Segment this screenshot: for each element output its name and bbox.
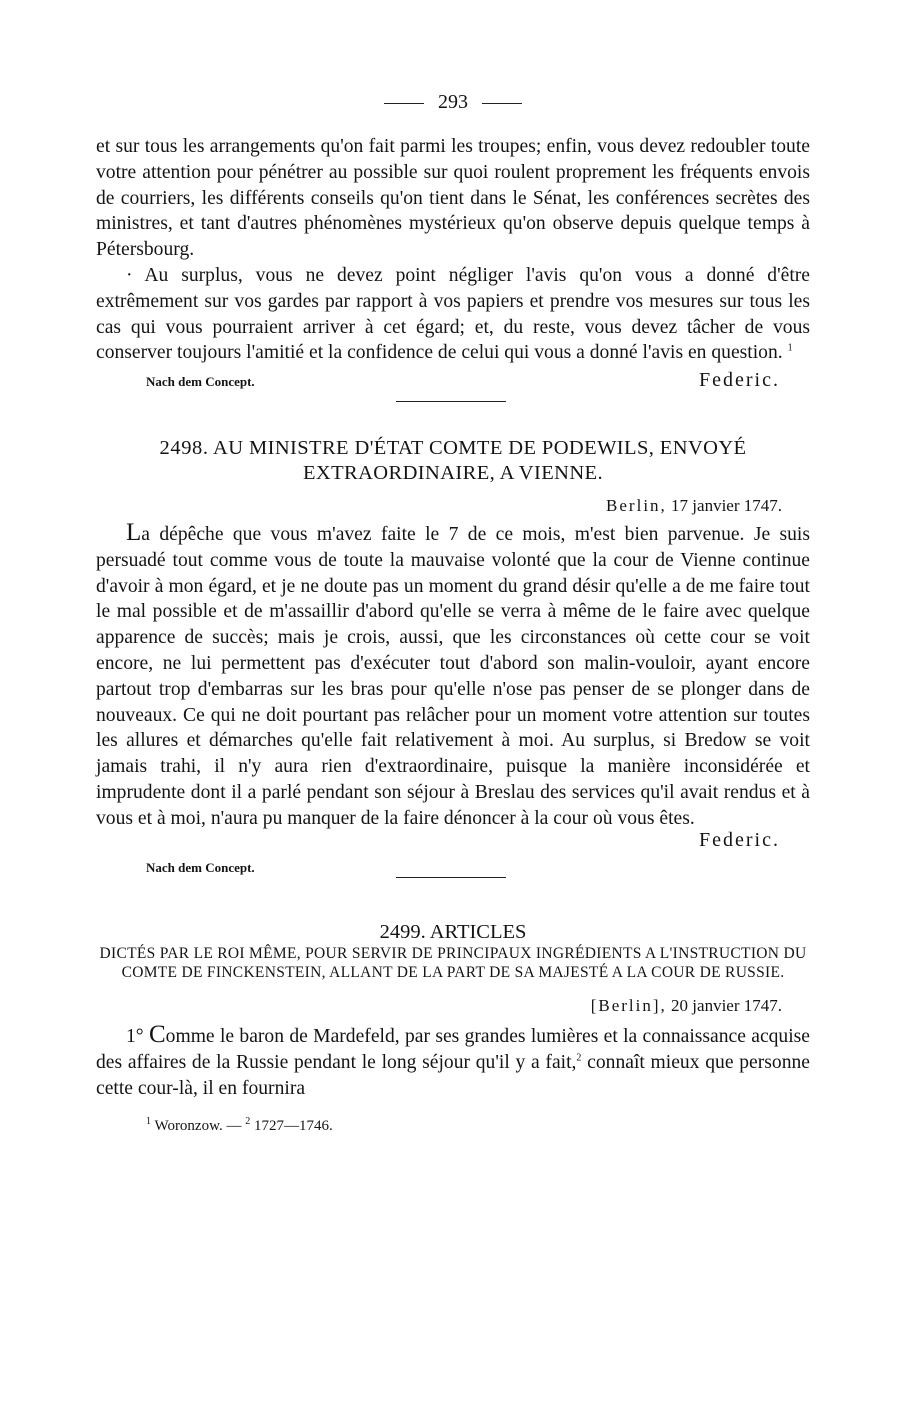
letter-title: AU MINISTRE D'ÉTAT COMTE DE PODEWILS, ENVOYÉ EXTRAORDINAIRE, A VIENNE. <box>213 436 747 484</box>
letter-number: 2499. <box>379 921 426 944</box>
letter-title: ARTICLES <box>429 921 527 944</box>
book-page <box>96 90 810 1136</box>
article-text-continued: connaît mieux que personne cette cour-là, il en fournira <box>96 1051 810 1099</box>
page-number-dash-left <box>384 103 424 104</box>
footnote-text: 1727—1746. <box>253 1117 333 1134</box>
dateline <box>96 494 782 518</box>
section-divider <box>396 877 506 878</box>
dateline-place: [Berlin], <box>590 996 667 1016</box>
letter-number: 2498. <box>159 436 209 459</box>
article-text: omme le baron de Mardefeld, par ses grandes lumières et la connaissance acquise des affaires de la Russie pendant le long séjour qu'il y a fait, <box>96 1026 810 1073</box>
footnotes <box>146 1116 810 1136</box>
source-note: Nach dem Concept. <box>146 860 255 876</box>
section-divider <box>396 401 506 402</box>
footnote-mark: 2 <box>245 1115 251 1127</box>
dateline-date: 17 janvier 1747. <box>671 495 782 515</box>
letter-body-text: a dépêche que vous m'avez faite le 7 de ce mois, m'est bien parvenue. Je suis persuadé tout comme vous de toute la mauvaise volonté que la cour de Vienne continue d'avoir à mon égard, et je ne doute pas un moment du grand désir qu'elle a de me faire tout le mal possible et de m'assaillir d'abord qu'elle se verra à même de le faire avec quelque apparence de succès; mais je crois, aussi, que les circonstances où cette cour se voit encore, ne lui permettent pas d'exécuter tout d'abord son malin-vouloir, ayant encore partout trop d'embarras sur les bras pour qu'elle n'ose pas penser de se plonger dans de nouveaux. Ce qui ne doit pourtant pas relâcher pour un moment votre attention sur toutes les allures et démarches qu'elle fait relativement à moi. Au surplus, si Bredow se voit jamais trahi, il n'y aura rien d'extraordinaire, puisque la manière inconsidérée et imprudente dont il a parlé pendant son séjour à Breslau des services qu'il avait rendus et à vous et à moi, n'aura pu manquer de la faire dénoncer à la cour où vous êtes. <box>96 523 810 829</box>
dateline-date: 20 janvier 1747. <box>671 996 782 1016</box>
letter-body <box>96 520 810 832</box>
footnote-ref: 1 <box>787 342 793 354</box>
article-number: 1° <box>126 1026 144 1048</box>
letter-paragraph-text: Au surplus, vous ne devez point négliger l'avis qu'on vous a donné d'être extrêmement sur vos gardes par rapport à vos papiers et prendre vos mesures sur tous les cas qui vous pourraient arriver à cet égard; et, du reste, vous devez tâcher de vous conserver toujours l'amitié et la confidence de celui qui vous a donné l'avis en question. <box>96 264 810 364</box>
letter-continuation-paragraph: et sur tous les arrangements qu'on fait parmi les troupes; enfin, vous devez redoubler toute votre attention pour pénétrer au possible sur quoi roulent proprement les fréquents envois de courriers, les différents conseils qu'on tient dans le Sénat, les conférences secrètes des ministres, et tant d'autres phénomènes mystérieux qu'on observe depuis quelque temps à Pétersbourg. <box>96 136 810 261</box>
initial-letter: C <box>148 1021 166 1049</box>
signature: Federic. <box>699 828 780 851</box>
source-note: Nach dem Concept. <box>146 374 255 390</box>
letter-paragraph: · Au surplus, vous ne devez point négliger l'avis qu'on vous a donné d'être extrêmement sur vos gardes par rapport à vos papiers et prendre vos mesures sur tous les cas qui vous pourraient arriver à cet égard; et, du reste, vous devez tâcher de vous conserver toujours l'amitié et la confidence de celui qui vous a donné l'avis en question. $^1$ <box>96 264 810 364</box>
footnote-mark: 1 <box>146 1115 151 1127</box>
page-number-dash-right <box>482 103 522 104</box>
footnote-text: Woronzow. <box>154 1117 223 1134</box>
footnote-separator: — <box>226 1117 242 1134</box>
article-paragraph <box>96 1022 810 1101</box>
signature-row <box>96 368 810 395</box>
letter-heading <box>96 436 810 486</box>
signature: Federic. <box>699 369 780 392</box>
page-number-text: 293 <box>438 91 468 113</box>
letter-heading <box>96 920 810 944</box>
dateline-place: Berlin, <box>606 495 667 515</box>
footnote-ref: 2 <box>576 1052 582 1064</box>
letter-subtitle: DICTÉS PAR LE ROI MÊME, POUR SERVIR DE PRINCIPAUX INGRÉDIENTS A L'INSTRUCTION DU COMTE DE FINCKENSTEIN, ALLANT DE LA PART DE SA MAJESTÉ A LA COUR DE RUSSIE. <box>99 945 807 982</box>
dateline <box>96 994 782 1018</box>
page-number <box>96 90 810 114</box>
initial-letter: L <box>126 518 142 546</box>
